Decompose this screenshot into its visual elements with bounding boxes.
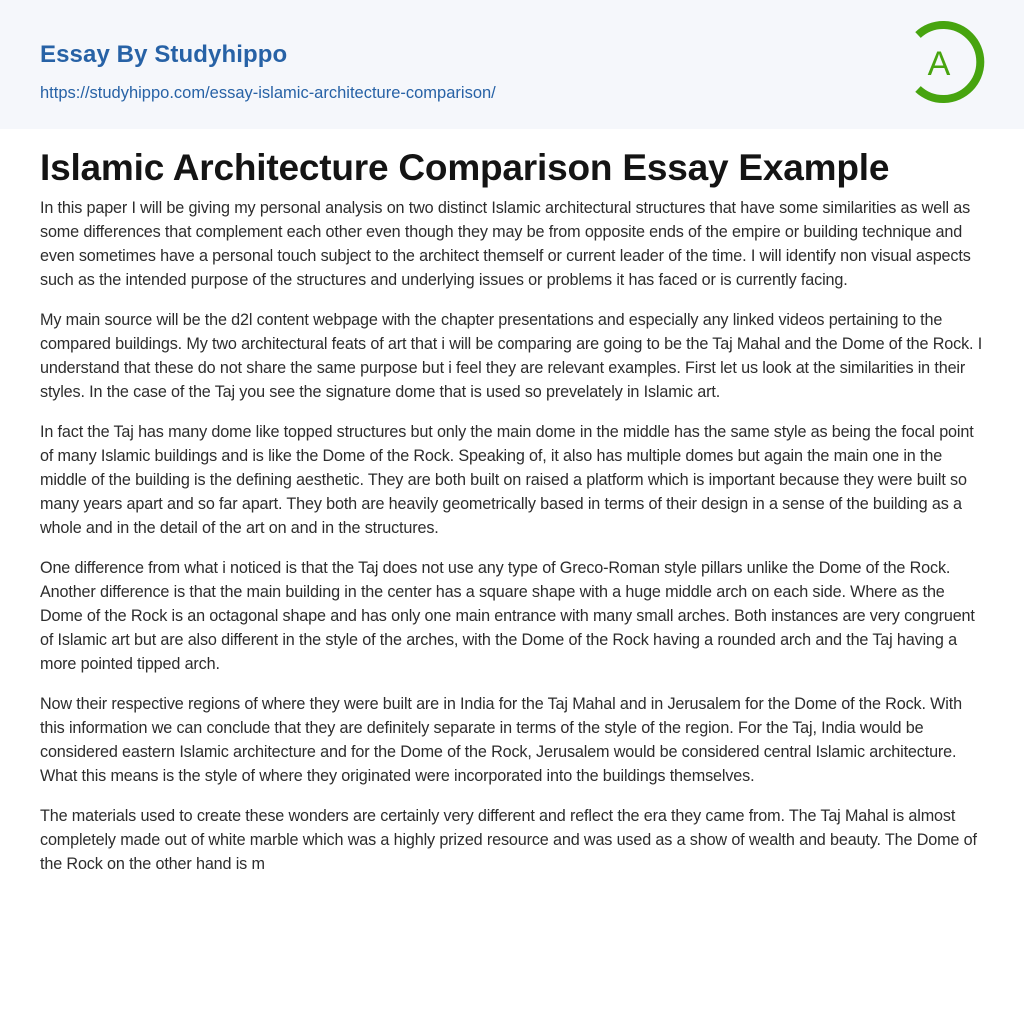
essay-paragraph: Now their respective regions of where they were built are in India for the Taj Mahal and in Jerusalem for the Dome of the Rock. With this information we can conclude that they are definitely separate in terms of the style of the region. For the Taj, India would be considered eastern Islamic architecture and for the Dome of the Rock, Jerusalem would be considered central Islamic architecture. What this means is the style of where they originated were incorporated into the buildings themselves.	[40, 695, 962, 785]
page-header	[0, 0, 1024, 129]
essay-paragraph: One difference from what i noticed is that the Taj does not use any type of Greco-Roman style pillars unlike the Dome of the Rock. Another difference is that the main building in the center has a square shape with a huge middle arch on each side. Where as the Dome of the Rock is an octagonal shape and has only one main entrance with many small arches. Both instances are very congruent of Islamic art but are also different in the style of the arches, with the Dome of the Rock having a rounded arch and the Taj having a more pointed tipped arch.	[40, 559, 975, 673]
essay-title: Islamic Architecture Comparison Essay Example	[40, 147, 890, 188]
essay-paragraph: My main source will be the d2l content webpage with the chapter presentations and especially any linked videos pertaining to the compared buildings. My two architectural feats of art that i will be comparing are going to be the Taj Mahal and the Dome of the Rock. I understand that these do not share the same purpose but i feel they are relevant examples. First let us look at the similarities in their styles. In the case of the Taj you see the signature dome that is used so prevelately in Islamic art.	[40, 311, 983, 401]
essay-paragraph: The materials used to create these wonders are certainly very different and reflect the era they came from. The Taj Mahal is almost completely made out of white marble which was a highly prized resource and was used as a show of wealth and beauty. The Dome of the Rock on the other hand is m	[40, 807, 977, 873]
source-url-link[interactable]: https://studyhippo.com/essay-islamic-architecture-comparison/	[40, 84, 496, 102]
essay-paragraph: In fact the Taj has many dome like topped structures but only the main dome in the middle has the same style as being the focal point of many Islamic buildings and is like the Dome of the Rock. Speaking of, it also has multiple domes but again the main one in the middle of the building is the defining aesthetic. They are both built on raised a platform which is important because they were built so many years apart and so far apart. They both are heavily geometrically based in terms of their design in a sense of the building as a whole and in the detail of the art on and in the structures.	[40, 423, 974, 537]
svg-text:A: A	[927, 45, 951, 83]
studyhippo-logo-icon[interactable]	[908, 18, 988, 106]
essay-content	[40, 145, 985, 892]
site-title: Essay By Studyhippo	[40, 41, 288, 68]
essay-paragraph: In this paper I will be giving my personal analysis on two distinct Islamic architectural structures that have some similarities as well as some differences that complement each other even though they may be from opposite ends of the empire or building technique and even sometimes have a personal touch subject to the architect themself or current leader of the time. I will identify non visual aspects such as the intended purpose of the structures and underlying issues or problems it has faced or is currently facing.	[40, 199, 971, 289]
